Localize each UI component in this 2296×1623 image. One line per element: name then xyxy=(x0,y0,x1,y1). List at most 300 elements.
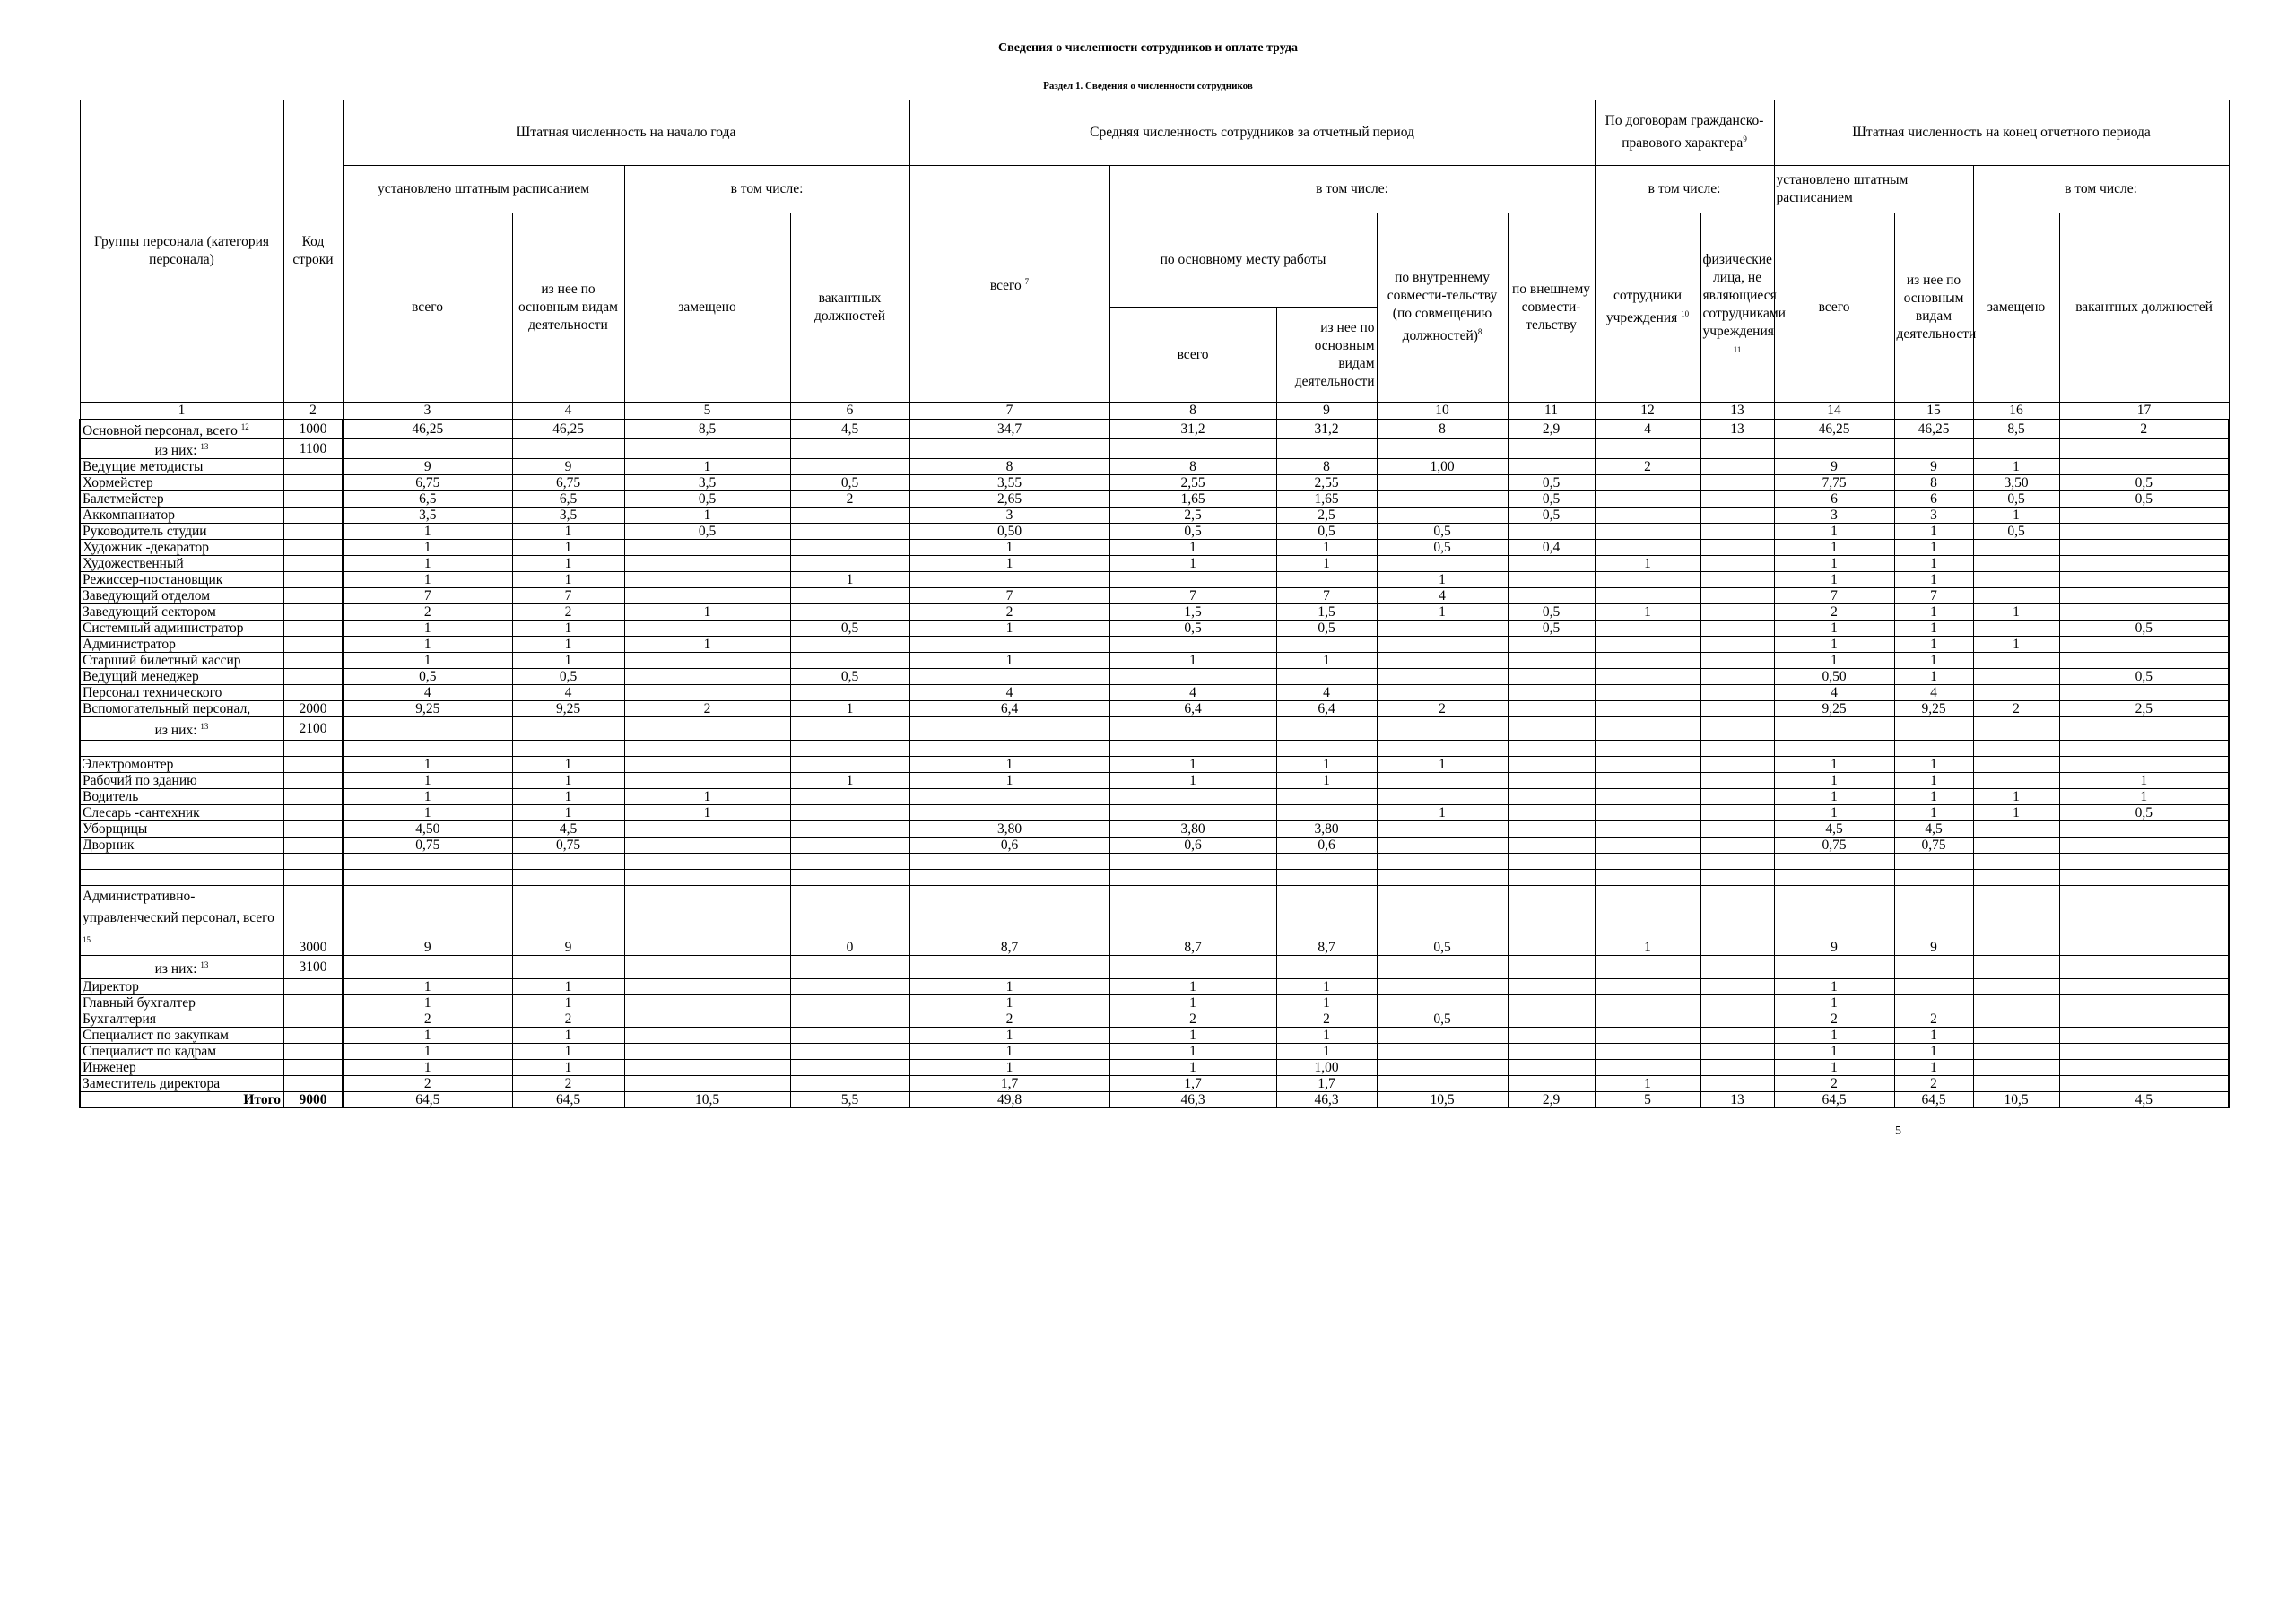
cell-col-12 xyxy=(1595,773,1700,789)
row-code xyxy=(283,1076,343,1092)
cell-col-7 xyxy=(909,637,1109,653)
cell-col-4: 9 xyxy=(512,886,624,956)
cell-col-3: 1 xyxy=(343,572,512,588)
cell-col-7: 1 xyxy=(909,556,1109,572)
cell-col-3: 1 xyxy=(343,789,512,805)
cell-col-11 xyxy=(1508,653,1595,669)
cell-col-17 xyxy=(2059,741,2229,757)
column-number: 17 xyxy=(2059,403,2229,420)
cell-col-13 xyxy=(1700,1028,1774,1044)
cell-col-7: 1 xyxy=(909,653,1109,669)
cell-col-16 xyxy=(1973,956,2059,979)
cell-col-8: 1 xyxy=(1109,995,1276,1011)
cell-col-6 xyxy=(790,604,909,621)
cell-col-8: 1,5 xyxy=(1109,604,1276,621)
cell-col-5 xyxy=(624,621,790,637)
table-row xyxy=(80,588,2229,604)
cell-col-15: 1 xyxy=(1894,637,1973,653)
cell-col-3: 1 xyxy=(343,653,512,669)
cell-col-12 xyxy=(1595,685,1700,701)
cell-col-15 xyxy=(1894,870,1973,886)
row-label: Специалист по закупкам xyxy=(80,1028,283,1044)
cell-col-6 xyxy=(790,805,909,821)
header-vakant-end: вакантных должностей xyxy=(2059,213,2229,403)
cell-col-16 xyxy=(1973,556,2059,572)
cell-col-7 xyxy=(909,717,1109,741)
cell-col-9: 0,6 xyxy=(1276,838,1377,854)
cell-col-4: 1 xyxy=(512,995,624,1011)
cell-col-15: 1 xyxy=(1894,669,1973,685)
cell-col-8: 4 xyxy=(1109,685,1276,701)
row-code xyxy=(283,685,343,701)
cell-col-15: 1 xyxy=(1894,604,1973,621)
table-row xyxy=(80,669,2229,685)
cell-col-11 xyxy=(1508,995,1595,1011)
cell-col-12 xyxy=(1595,669,1700,685)
cell-col-3: 1 xyxy=(343,773,512,789)
cell-col-15 xyxy=(1894,995,1973,1011)
cell-col-4 xyxy=(512,870,624,886)
cell-col-6 xyxy=(790,717,909,741)
row-code xyxy=(283,588,343,604)
cell-col-17: 0,5 xyxy=(2059,621,2229,637)
cell-col-8: 46,3 xyxy=(1109,1092,1276,1108)
cell-col-8 xyxy=(1109,439,1276,459)
cell-col-7 xyxy=(909,741,1109,757)
cell-col-10: 1,00 xyxy=(1377,459,1508,475)
cell-col-13 xyxy=(1700,805,1774,821)
cell-col-14: 0,75 xyxy=(1774,838,1894,854)
cell-col-8: 1 xyxy=(1109,540,1276,556)
cell-col-3: 4 xyxy=(343,685,512,701)
row-code xyxy=(283,459,343,475)
cell-col-13 xyxy=(1700,956,1774,979)
row-code xyxy=(283,637,343,653)
cell-col-11: 0,4 xyxy=(1508,540,1595,556)
row-code: 2000 xyxy=(283,701,343,717)
cell-col-15: 8 xyxy=(1894,475,1973,491)
cell-col-7: 8,7 xyxy=(909,886,1109,956)
cell-col-10: 2 xyxy=(1377,701,1508,717)
table-row xyxy=(80,420,2229,439)
cell-col-5: 8,5 xyxy=(624,420,790,439)
cell-col-10: 1 xyxy=(1377,757,1508,773)
table-row xyxy=(80,854,2229,870)
row-label: Персонал технического xyxy=(80,685,283,701)
cell-col-12 xyxy=(1595,870,1700,886)
cell-col-16 xyxy=(1973,838,2059,854)
cell-col-13 xyxy=(1700,717,1774,741)
cell-col-4: 7 xyxy=(512,588,624,604)
cell-col-13 xyxy=(1700,886,1774,956)
cell-col-8: 0,5 xyxy=(1109,621,1276,637)
table-row xyxy=(80,805,2229,821)
cell-col-4: 2 xyxy=(512,1011,624,1028)
cell-col-5 xyxy=(624,540,790,556)
cell-col-8: 3,80 xyxy=(1109,821,1276,838)
section-title: Раздел 1. Сведения о численности сотрудников xyxy=(1043,81,1253,91)
cell-col-3: 1 xyxy=(343,524,512,540)
cell-col-17 xyxy=(2059,838,2229,854)
cell-col-15: 4 xyxy=(1894,685,1973,701)
cell-col-13 xyxy=(1700,621,1774,637)
cell-col-6 xyxy=(790,1044,909,1060)
row-code: 3100 xyxy=(283,956,343,979)
cell-col-17 xyxy=(2059,1028,2229,1044)
cell-col-14: 4 xyxy=(1774,685,1894,701)
cell-col-9: 8 xyxy=(1276,459,1377,475)
cell-col-13 xyxy=(1700,821,1774,838)
cell-col-15: 9,25 xyxy=(1894,701,1973,717)
cell-col-11 xyxy=(1508,717,1595,741)
cell-col-8 xyxy=(1109,789,1276,805)
cell-col-4: 1 xyxy=(512,524,624,540)
cell-col-8 xyxy=(1109,717,1276,741)
cell-col-12: 1 xyxy=(1595,1076,1700,1092)
cell-col-7: 0,50 xyxy=(909,524,1109,540)
row-code xyxy=(283,1011,343,1028)
cell-col-3: 1 xyxy=(343,979,512,995)
cell-col-5 xyxy=(624,717,790,741)
cell-col-13 xyxy=(1700,588,1774,604)
table-row xyxy=(80,604,2229,621)
row-label: Директор xyxy=(80,979,283,995)
cell-col-3: 2 xyxy=(343,1011,512,1028)
cell-col-6: 0,5 xyxy=(790,475,909,491)
cell-col-10 xyxy=(1377,475,1508,491)
cell-col-5: 0,5 xyxy=(624,524,790,540)
row-label: Аккомпаниатор xyxy=(80,508,283,524)
cell-col-6 xyxy=(790,870,909,886)
cell-col-6: 4,5 xyxy=(790,420,909,439)
cell-col-5 xyxy=(624,886,790,956)
header-osn-iz-nee: из нее по основным видам деятельности xyxy=(1276,308,1377,403)
cell-col-13: 13 xyxy=(1700,1092,1774,1108)
cell-col-5 xyxy=(624,572,790,588)
row-label: Административно-управленческий персонал, всего $^{15}$ xyxy=(80,886,283,956)
cell-col-15: 1 xyxy=(1894,1060,1973,1076)
cell-col-5 xyxy=(624,1060,790,1076)
cell-col-4: 1 xyxy=(512,637,624,653)
cell-col-13 xyxy=(1700,773,1774,789)
cell-col-6 xyxy=(790,1060,909,1076)
cell-col-12 xyxy=(1595,508,1700,524)
cell-col-16 xyxy=(1973,1028,2059,1044)
cell-col-4: 1 xyxy=(512,979,624,995)
table-row xyxy=(80,1011,2229,1028)
cell-col-3: 7 xyxy=(343,588,512,604)
row-label: Слесарь -сантехник xyxy=(80,805,283,821)
cell-col-12 xyxy=(1595,854,1700,870)
cell-col-10 xyxy=(1377,741,1508,757)
cell-col-10: 4 xyxy=(1377,588,1508,604)
cell-col-13 xyxy=(1700,1044,1774,1060)
cell-col-6: 0,5 xyxy=(790,669,909,685)
cell-col-17 xyxy=(2059,886,2229,956)
cell-col-8 xyxy=(1109,741,1276,757)
cell-col-14 xyxy=(1774,956,1894,979)
cell-col-6 xyxy=(790,789,909,805)
cell-col-11 xyxy=(1508,669,1595,685)
cell-col-12 xyxy=(1595,717,1700,741)
cell-col-7 xyxy=(909,805,1109,821)
column-number: 2 xyxy=(283,403,343,420)
cell-col-10: 1 xyxy=(1377,572,1508,588)
table-row xyxy=(80,1044,2229,1060)
cell-col-15: 1 xyxy=(1894,773,1973,789)
cell-col-5: 1 xyxy=(624,459,790,475)
cell-col-6 xyxy=(790,1011,909,1028)
cell-col-13 xyxy=(1700,572,1774,588)
row-label: Заведующий сектором xyxy=(80,604,283,621)
row-label: Ведущий менеджер xyxy=(80,669,283,685)
cell-col-11 xyxy=(1508,956,1595,979)
cell-col-13: 13 xyxy=(1700,420,1774,439)
table-row xyxy=(80,789,2229,805)
cell-col-4 xyxy=(512,741,624,757)
cell-col-3: 2 xyxy=(343,1076,512,1092)
cell-col-12 xyxy=(1595,1011,1700,1028)
cell-col-3: 6,5 xyxy=(343,491,512,508)
cell-col-3: 2 xyxy=(343,604,512,621)
cell-col-15: 1 xyxy=(1894,621,1973,637)
cell-col-17 xyxy=(2059,540,2229,556)
cell-col-7: 4 xyxy=(909,685,1109,701)
cell-col-4: 1 xyxy=(512,621,624,637)
cell-col-13 xyxy=(1700,685,1774,701)
table-row xyxy=(80,995,2229,1011)
cell-col-4: 4,5 xyxy=(512,821,624,838)
cell-col-3 xyxy=(343,956,512,979)
cell-col-7: 1 xyxy=(909,540,1109,556)
cell-col-9: 2,55 xyxy=(1276,475,1377,491)
cell-col-10 xyxy=(1377,1060,1508,1076)
cell-col-4: 1 xyxy=(512,556,624,572)
cell-col-17 xyxy=(2059,1044,2229,1060)
cell-col-9: 8,7 xyxy=(1276,886,1377,956)
cell-col-8 xyxy=(1109,956,1276,979)
cell-col-12 xyxy=(1595,757,1700,773)
cell-col-5 xyxy=(624,741,790,757)
cell-col-14: 1 xyxy=(1774,524,1894,540)
cell-col-12: 1 xyxy=(1595,886,1700,956)
row-label: Администратор xyxy=(80,637,283,653)
header-sred: Средняя численность сотрудников за отчетный период xyxy=(909,100,1595,166)
cell-col-12 xyxy=(1595,838,1700,854)
cell-col-16: 1 xyxy=(1973,459,2059,475)
cell-col-11 xyxy=(1508,1028,1595,1044)
cell-col-11 xyxy=(1508,838,1595,854)
cell-col-5 xyxy=(624,821,790,838)
cell-col-17 xyxy=(2059,524,2229,540)
row-code xyxy=(283,979,343,995)
cell-col-10 xyxy=(1377,491,1508,508)
cell-col-3: 9,25 xyxy=(343,701,512,717)
row-code xyxy=(283,621,343,637)
cell-col-15: 4,5 xyxy=(1894,821,1973,838)
column-number: 16 xyxy=(1973,403,2059,420)
cell-col-8: 1,7 xyxy=(1109,1076,1276,1092)
cell-col-3: 1 xyxy=(343,805,512,821)
cell-col-3 xyxy=(343,439,512,459)
header-po-vnutr: по внутреннему совмести-тельству (по совмещению должностей)$^8$ xyxy=(1377,213,1508,403)
cell-col-11 xyxy=(1508,1044,1595,1060)
cell-col-9: 2,5 xyxy=(1276,508,1377,524)
table-row xyxy=(80,773,2229,789)
cell-col-9: 2 xyxy=(1276,1011,1377,1028)
cell-col-16 xyxy=(1973,685,2059,701)
cell-col-8: 1 xyxy=(1109,773,1276,789)
cell-col-15: 9 xyxy=(1894,886,1973,956)
cell-col-7: 1 xyxy=(909,979,1109,995)
cell-col-9 xyxy=(1276,637,1377,653)
cell-col-10: 0,5 xyxy=(1377,524,1508,540)
cell-col-9 xyxy=(1276,805,1377,821)
cell-col-9: 0,5 xyxy=(1276,621,1377,637)
cell-col-5: 2 xyxy=(624,701,790,717)
cell-col-7: 2 xyxy=(909,604,1109,621)
row-code: 1100 xyxy=(283,439,343,459)
cell-col-4: 1 xyxy=(512,540,624,556)
cell-col-13 xyxy=(1700,1011,1774,1028)
table-row xyxy=(80,685,2229,701)
row-code xyxy=(283,669,343,685)
cell-col-11: 0,5 xyxy=(1508,491,1595,508)
cell-col-17 xyxy=(2059,1060,2229,1076)
cell-col-11 xyxy=(1508,979,1595,995)
cell-col-14: 0,50 xyxy=(1774,669,1894,685)
cell-col-8 xyxy=(1109,572,1276,588)
cell-col-4 xyxy=(512,956,624,979)
row-code xyxy=(283,854,343,870)
cell-col-7: 49,8 xyxy=(909,1092,1109,1108)
cell-col-7: 0,6 xyxy=(909,838,1109,854)
cell-col-13 xyxy=(1700,757,1774,773)
cell-col-15: 6 xyxy=(1894,491,1973,508)
row-code xyxy=(283,805,343,821)
row-label: Водитель xyxy=(80,789,283,805)
row-label: из них: $^{13}$ xyxy=(80,717,283,741)
cell-col-16 xyxy=(1973,717,2059,741)
cell-col-9: 1,5 xyxy=(1276,604,1377,621)
cell-col-9: 3,80 xyxy=(1276,821,1377,838)
cell-col-17 xyxy=(2059,637,2229,653)
cell-col-11 xyxy=(1508,524,1595,540)
cell-col-15: 1 xyxy=(1894,653,1973,669)
table-row xyxy=(80,1028,2229,1044)
cell-col-10 xyxy=(1377,773,1508,789)
row-label: Инженер xyxy=(80,1060,283,1076)
cell-col-12: 5 xyxy=(1595,1092,1700,1108)
row-label: Основной персонал, всего $^{12}$ xyxy=(80,420,283,439)
row-label xyxy=(80,854,283,870)
cell-col-11 xyxy=(1508,773,1595,789)
row-code xyxy=(283,821,343,838)
cell-col-9: 7 xyxy=(1276,588,1377,604)
cell-col-15 xyxy=(1894,956,1973,979)
cell-col-4: 1 xyxy=(512,1044,624,1060)
cell-col-11 xyxy=(1508,821,1595,838)
cell-col-12 xyxy=(1595,956,1700,979)
table-row xyxy=(80,979,2229,995)
column-number: 14 xyxy=(1774,403,1894,420)
column-number: 5 xyxy=(624,403,790,420)
cell-col-16: 0,5 xyxy=(1973,491,2059,508)
cell-col-6: 0 xyxy=(790,886,909,956)
cell-col-8: 1 xyxy=(1109,1028,1276,1044)
cell-col-14: 1 xyxy=(1774,621,1894,637)
cell-col-12: 2 xyxy=(1595,459,1700,475)
table-row xyxy=(80,459,2229,475)
table-row xyxy=(80,886,2229,956)
cell-col-8: 0,6 xyxy=(1109,838,1276,854)
cell-col-11 xyxy=(1508,741,1595,757)
cell-col-8: 1 xyxy=(1109,653,1276,669)
cell-col-14 xyxy=(1774,717,1894,741)
row-label: из них: $^{13}$ xyxy=(80,956,283,979)
cell-col-13 xyxy=(1700,701,1774,717)
cell-col-14: 1 xyxy=(1774,572,1894,588)
row-code xyxy=(283,604,343,621)
cell-col-16 xyxy=(1973,621,2059,637)
cell-col-7: 1 xyxy=(909,773,1109,789)
cell-col-10 xyxy=(1377,838,1508,854)
cell-col-8 xyxy=(1109,637,1276,653)
column-number: 9 xyxy=(1276,403,1377,420)
cell-col-14: 1 xyxy=(1774,1044,1894,1060)
cell-col-7: 1 xyxy=(909,621,1109,637)
cell-col-15 xyxy=(1894,741,1973,757)
cell-col-12 xyxy=(1595,789,1700,805)
cell-col-7: 1 xyxy=(909,995,1109,1011)
cell-col-3: 1 xyxy=(343,995,512,1011)
cell-col-6 xyxy=(790,685,909,701)
cell-col-6: 2 xyxy=(790,491,909,508)
cell-col-7: 34,7 xyxy=(909,420,1109,439)
row-code xyxy=(283,870,343,886)
cell-col-10 xyxy=(1377,556,1508,572)
cell-col-9: 0,5 xyxy=(1276,524,1377,540)
cell-col-14: 9,25 xyxy=(1774,701,1894,717)
cell-col-15: 1 xyxy=(1894,556,1973,572)
cell-col-7 xyxy=(909,870,1109,886)
cell-col-9 xyxy=(1276,669,1377,685)
cell-col-16: 1 xyxy=(1973,604,2059,621)
cell-col-10: 8 xyxy=(1377,420,1508,439)
table-row xyxy=(80,838,2229,854)
cell-col-17: 4,5 xyxy=(2059,1092,2229,1108)
cell-col-11: 0,5 xyxy=(1508,475,1595,491)
cell-col-3: 1 xyxy=(343,540,512,556)
row-code xyxy=(283,556,343,572)
cell-col-17 xyxy=(2059,995,2229,1011)
row-label xyxy=(80,741,283,757)
cell-col-9: 31,2 xyxy=(1276,420,1377,439)
cell-col-4: 0,5 xyxy=(512,669,624,685)
cell-col-10 xyxy=(1377,854,1508,870)
cell-col-12 xyxy=(1595,1060,1700,1076)
table-row xyxy=(80,717,2229,741)
cell-col-10: 0,5 xyxy=(1377,540,1508,556)
cell-col-6 xyxy=(790,741,909,757)
cell-col-7: 8 xyxy=(909,459,1109,475)
cell-col-5: 1 xyxy=(624,805,790,821)
row-code: 9000 xyxy=(283,1092,343,1108)
cell-col-10 xyxy=(1377,621,1508,637)
cell-col-15: 1 xyxy=(1894,789,1973,805)
row-label: Вспомогательный персонал, xyxy=(80,701,283,717)
cell-col-10 xyxy=(1377,1076,1508,1092)
